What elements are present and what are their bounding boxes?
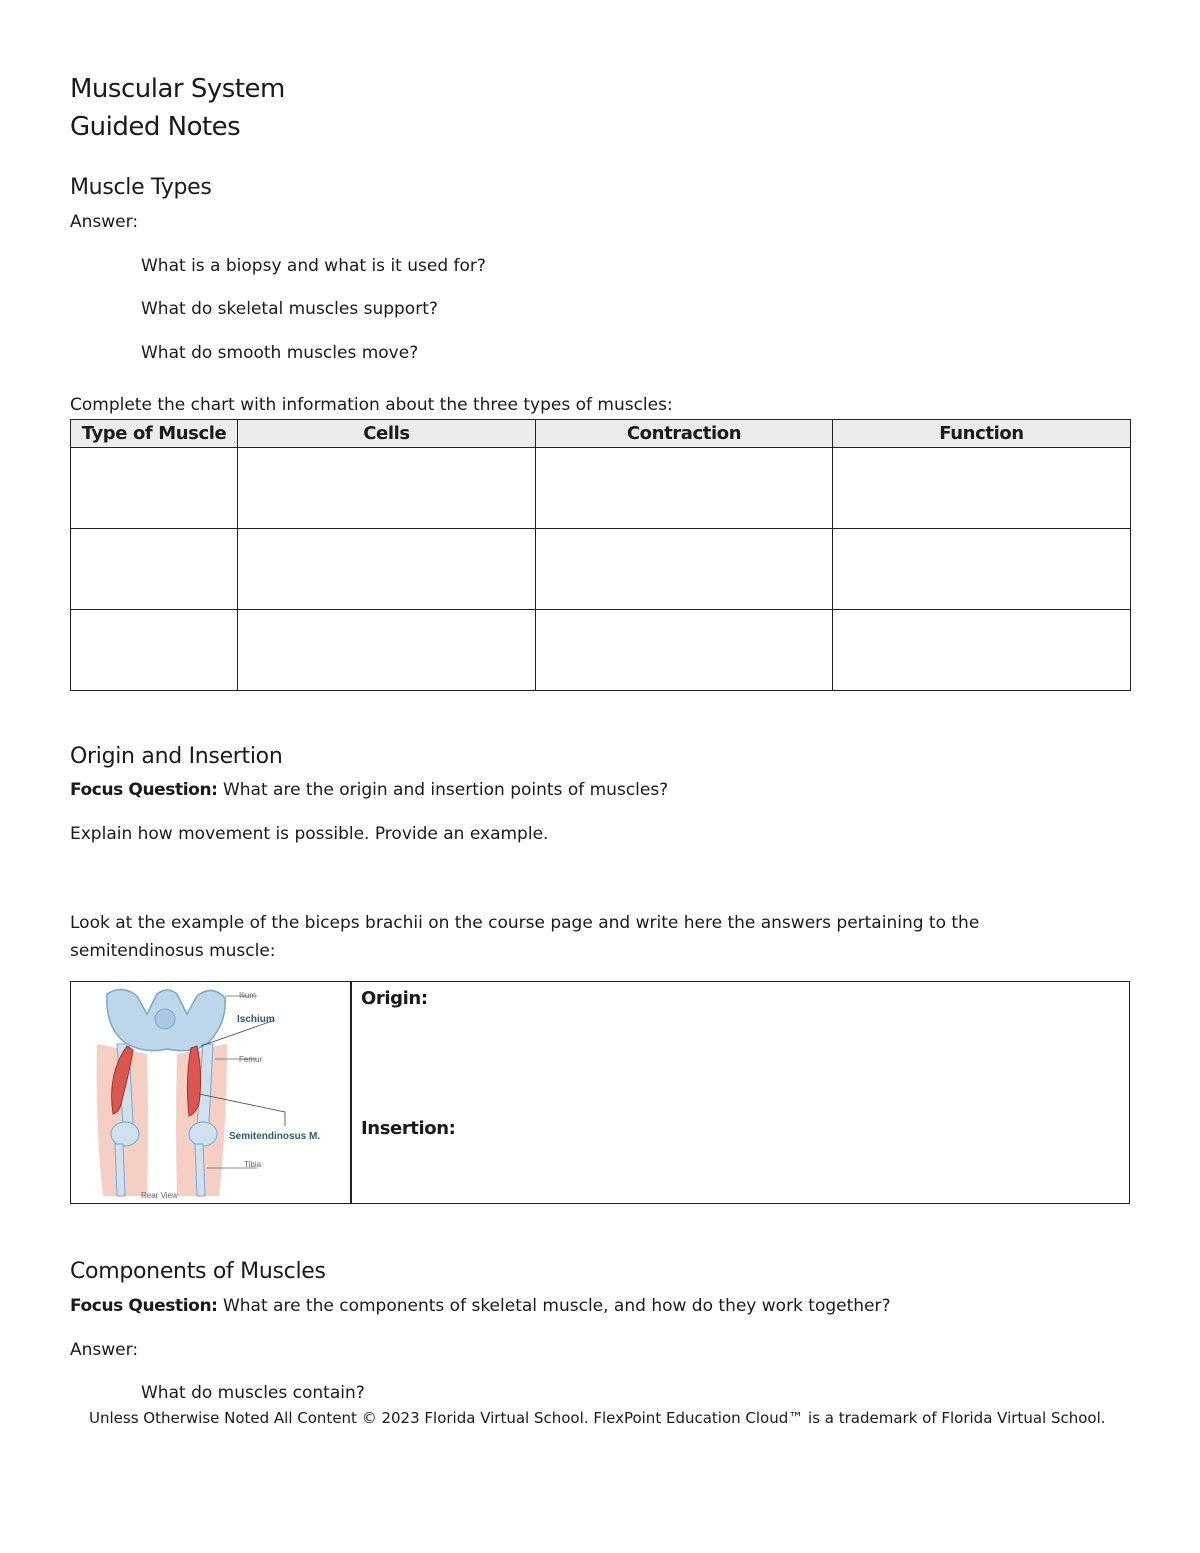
answer-label: Answer: <box>70 1340 139 1360</box>
origin-insertion-divider <box>350 982 352 1203</box>
knee-left <box>111 1122 139 1146</box>
question-smooth: What do smooth muscles move? <box>141 343 419 363</box>
table-cell[interactable] <box>833 448 1131 529</box>
muscle-types-table <box>70 419 1131 691</box>
table-row <box>71 610 1131 691</box>
header-contraction: Contraction <box>536 420 833 448</box>
table-row <box>71 529 1131 610</box>
focus-question-components <box>70 1296 891 1316</box>
tibia-left <box>115 1144 125 1196</box>
answer-label: Answer: <box>70 212 139 232</box>
label-tibia: Tibia <box>244 1160 262 1169</box>
question-skeletal: What do skeletal muscles support? <box>141 299 438 319</box>
table-cell[interactable] <box>71 529 238 610</box>
origin-insertion-box <box>70 981 1130 1204</box>
label-view: Rear View <box>141 1191 178 1200</box>
focus-question-origin <box>70 780 668 800</box>
table-cell[interactable] <box>71 448 238 529</box>
focus-text: What are the origin and insertion points of muscles? <box>217 780 669 800</box>
chart-instruction: Complete the chart with information about the three types of muscles: <box>70 395 673 415</box>
table-row <box>71 448 1131 529</box>
explain-prompt: Explain how movement is possible. Provide an example. <box>70 824 549 844</box>
insertion-label: Insertion: <box>361 1118 456 1139</box>
question-muscles-contain: What do muscles contain? <box>141 1383 365 1403</box>
table-cell[interactable] <box>833 610 1131 691</box>
footer-copyright: Unless Otherwise Noted All Content © 2023 Florida Virtual School. FlexPoint Education Cloud™ is a trademark of Florida Virtual School. <box>89 1409 1106 1427</box>
semitendinosus-muscle-right <box>187 1046 200 1116</box>
table-cell[interactable] <box>238 448 536 529</box>
section-heading-muscle-types: Muscle Types <box>70 175 212 200</box>
focus-label: Focus Question: <box>70 1296 218 1316</box>
sacrum <box>155 1009 175 1029</box>
label-ilium: Ilium <box>239 991 256 1000</box>
label-femur: Femur <box>239 1055 263 1064</box>
question-biopsy: What is a biopsy and what is it used for? <box>141 256 486 276</box>
header-function: Function <box>833 420 1131 448</box>
semitendinosus-diagram <box>77 984 347 1200</box>
header-cells: Cells <box>238 420 536 448</box>
origin-label: Origin: <box>361 988 428 1009</box>
look-instruction-line2: semitendinosus muscle: <box>70 941 276 961</box>
section-heading-components: Components of Muscles <box>70 1259 326 1284</box>
table-cell[interactable] <box>833 529 1131 610</box>
tibia-right <box>195 1144 205 1196</box>
header-type-of-muscle: Type of Muscle <box>71 420 238 448</box>
table-cell[interactable] <box>536 529 833 610</box>
table-cell[interactable] <box>536 610 833 691</box>
table-cell[interactable] <box>71 610 238 691</box>
page-title: Muscular System <box>70 74 285 104</box>
look-instruction-line1: Look at the example of the biceps brachii on the course page and write here the answers pertaining to the <box>70 913 980 933</box>
knee-right <box>189 1122 217 1146</box>
table-cell[interactable] <box>238 529 536 610</box>
label-semitendinosus: Semitendinosus M. <box>229 1131 321 1142</box>
table-cell[interactable] <box>238 610 536 691</box>
page-subtitle: Guided Notes <box>70 112 241 142</box>
label-ischium: Ischium <box>237 1014 275 1025</box>
focus-label: Focus Question: <box>70 780 218 800</box>
table-header-row <box>71 420 1131 448</box>
focus-text: What are the components of skeletal muscle, and how do they work together? <box>217 1296 891 1316</box>
section-heading-origin-insertion: Origin and Insertion <box>70 744 283 769</box>
table-cell[interactable] <box>536 448 833 529</box>
